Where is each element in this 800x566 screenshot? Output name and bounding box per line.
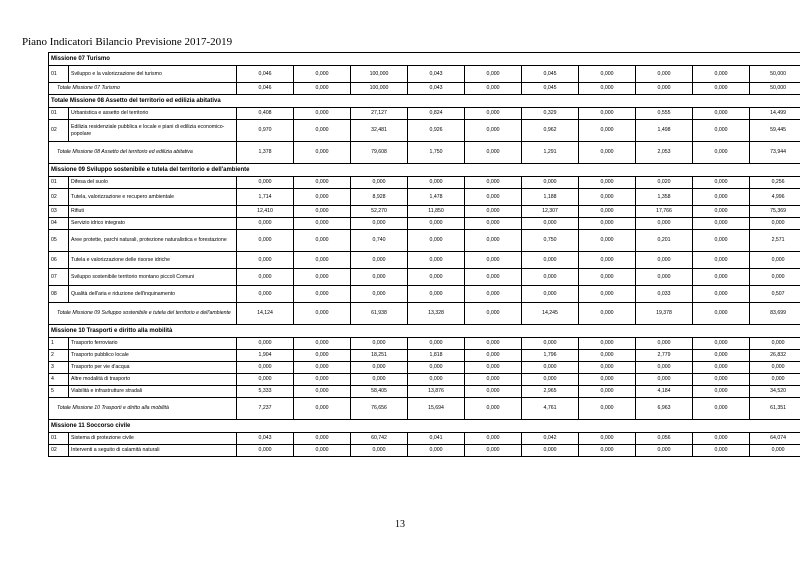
value-cell: 4,184 <box>636 386 693 398</box>
total-value-cell: 0,000 <box>294 142 351 164</box>
total-value-cell: 0,000 <box>294 83 351 95</box>
total-value-cell: 0,000 <box>579 142 636 164</box>
value-cell: 0,000 <box>750 445 800 457</box>
value-cell: 0,000 <box>693 350 750 362</box>
value-cell: 0,000 <box>408 338 465 350</box>
table-row <box>49 177 800 189</box>
value-cell: 75,369 <box>750 206 800 218</box>
row-label: Trasporto pubblico locale <box>69 350 237 362</box>
value-cell: 0,000 <box>522 269 579 286</box>
value-cell: 0,000 <box>408 445 465 457</box>
value-cell: 0,000 <box>351 177 408 189</box>
table-row <box>49 66 800 83</box>
value-cell: 0,000 <box>522 218 579 230</box>
total-value-cell: 19,378 <box>636 303 693 325</box>
value-cell: 52,270 <box>351 206 408 218</box>
value-cell: 0,000 <box>693 177 750 189</box>
value-cell: 0,000 <box>465 108 522 120</box>
row-label: Qualità dell'aria e riduzione dell'inquinamento <box>69 286 237 303</box>
value-cell: 0,000 <box>294 362 351 374</box>
total-value-cell: 1,291 <box>522 142 579 164</box>
value-cell: 0,033 <box>636 286 693 303</box>
row-label: Viabilità e infrastrutture stradali <box>69 386 237 398</box>
value-cell: 1,714 <box>237 189 294 206</box>
row-code: 4 <box>49 374 69 386</box>
table-row <box>49 338 800 350</box>
value-cell: 0,000 <box>237 374 294 386</box>
row-label: Aree protette, parchi naturali, protezione naturalistica e forestazione <box>69 230 237 252</box>
page-number: 13 <box>395 519 405 530</box>
value-cell: 0,000 <box>636 269 693 286</box>
total-value-cell: 0,000 <box>693 83 750 95</box>
indicators-table <box>48 52 800 457</box>
value-cell: 0,000 <box>579 252 636 269</box>
row-label: Servizio idrico integrato <box>69 218 237 230</box>
value-cell: 1,188 <box>522 189 579 206</box>
total-value-cell: 1,750 <box>408 142 465 164</box>
value-cell: 0,000 <box>636 252 693 269</box>
total-value-cell: 73,944 <box>750 142 800 164</box>
value-cell: 0,926 <box>408 120 465 142</box>
value-cell: 0,000 <box>522 374 579 386</box>
table-row <box>49 286 800 303</box>
total-value-cell: 76,656 <box>351 398 408 420</box>
value-cell: 0,000 <box>351 374 408 386</box>
value-cell: 0,000 <box>579 338 636 350</box>
value-cell: 0,000 <box>294 189 351 206</box>
value-cell: 0,000 <box>465 362 522 374</box>
total-value-cell: 0,000 <box>465 142 522 164</box>
value-cell: 0,000 <box>465 269 522 286</box>
value-cell: 0,000 <box>750 374 800 386</box>
value-cell: 0,256 <box>750 177 800 189</box>
table-row <box>49 230 800 252</box>
value-cell: 0,000 <box>465 433 522 445</box>
value-cell: 0,000 <box>465 230 522 252</box>
value-cell: 0,000 <box>294 445 351 457</box>
value-cell: 13,876 <box>408 386 465 398</box>
value-cell: 5,333 <box>237 386 294 398</box>
row-label: Interventi a seguito di calamità naturali <box>69 445 237 457</box>
value-cell: 0,000 <box>579 286 636 303</box>
value-cell: 0,000 <box>579 230 636 252</box>
value-cell: 4,996 <box>750 189 800 206</box>
row-label: Trasporto ferroviario <box>69 338 237 350</box>
total-value-cell: 0,000 <box>294 303 351 325</box>
total-value-cell: 0,000 <box>579 303 636 325</box>
value-cell: 0,000 <box>522 177 579 189</box>
row-label: Altre modalità di trasporto <box>69 374 237 386</box>
total-value-cell: 0,000 <box>636 83 693 95</box>
total-value-cell: 7,237 <box>237 398 294 420</box>
section-title: Missione 07 Turismo <box>49 53 800 66</box>
value-cell: 0,000 <box>294 177 351 189</box>
total-value-cell: 50,000 <box>750 83 800 95</box>
row-code: 01 <box>49 66 69 83</box>
value-cell: 0,000 <box>693 218 750 230</box>
value-cell: 0,000 <box>636 66 693 83</box>
total-value-cell: 0,000 <box>693 303 750 325</box>
total-row <box>49 303 800 325</box>
value-cell: 0,000 <box>294 120 351 142</box>
value-cell: 0,000 <box>294 230 351 252</box>
value-cell: 0,000 <box>693 433 750 445</box>
value-cell: 0,000 <box>750 218 800 230</box>
value-cell: 0,042 <box>522 433 579 445</box>
value-cell: 1,358 <box>636 189 693 206</box>
value-cell: 27,127 <box>351 108 408 120</box>
value-cell: 0,000 <box>351 218 408 230</box>
table-row <box>49 108 800 120</box>
value-cell: 2,571 <box>750 230 800 252</box>
value-cell: 59,445 <box>750 120 800 142</box>
value-cell: 0,962 <box>522 120 579 142</box>
total-label: Totale Missione 07 Turismo <box>49 83 237 95</box>
row-code: 07 <box>49 269 69 286</box>
value-cell: 0,000 <box>408 362 465 374</box>
value-cell: 0,000 <box>579 189 636 206</box>
section-title: Missione 09 Sviluppo sostenibile e tutela del territorio e dell'ambiente <box>49 164 800 177</box>
table-row <box>49 386 800 398</box>
value-cell: 0,041 <box>408 433 465 445</box>
value-cell: 0,000 <box>237 252 294 269</box>
total-value-cell: 14,124 <box>237 303 294 325</box>
row-code: 02 <box>49 189 69 206</box>
value-cell: 2,779 <box>636 350 693 362</box>
value-cell: 0,000 <box>408 286 465 303</box>
value-cell: 0,000 <box>636 338 693 350</box>
total-value-cell: 61,938 <box>351 303 408 325</box>
value-cell: 0,020 <box>636 177 693 189</box>
value-cell: 0,000 <box>579 374 636 386</box>
total-value-cell: 0,000 <box>579 83 636 95</box>
row-code: 3 <box>49 362 69 374</box>
value-cell: 0,000 <box>693 252 750 269</box>
value-cell: 0,045 <box>522 66 579 83</box>
value-cell: 17,766 <box>636 206 693 218</box>
value-cell: 0,000 <box>408 230 465 252</box>
row-code: 02 <box>49 445 69 457</box>
value-cell: 0,000 <box>522 338 579 350</box>
value-cell: 1,818 <box>408 350 465 362</box>
section-title: Missione 11 Soccorso civile <box>49 420 800 433</box>
row-label: Tutela, valorizzazione e recupero ambientale <box>69 189 237 206</box>
value-cell: 0,000 <box>465 120 522 142</box>
value-cell: 26,832 <box>750 350 800 362</box>
value-cell: 0,000 <box>693 269 750 286</box>
document-title: Piano Indicatori Bilancio Previsione 2017-2019 <box>22 36 233 48</box>
value-cell: 0,043 <box>237 433 294 445</box>
value-cell: 34,520 <box>750 386 800 398</box>
table-row <box>49 350 800 362</box>
value-cell: 0,000 <box>294 252 351 269</box>
value-cell: 32,481 <box>351 120 408 142</box>
value-cell: 0,000 <box>636 445 693 457</box>
value-cell: 0,000 <box>579 120 636 142</box>
total-value-cell: 79,608 <box>351 142 408 164</box>
value-cell: 0,000 <box>579 269 636 286</box>
value-cell: 18,251 <box>351 350 408 362</box>
row-label: Sistema di protezione civile <box>69 433 237 445</box>
value-cell: 0,507 <box>750 286 800 303</box>
value-cell: 8,928 <box>351 189 408 206</box>
total-value-cell: 13,328 <box>408 303 465 325</box>
total-value-cell: 1,378 <box>237 142 294 164</box>
value-cell: 0,000 <box>237 286 294 303</box>
value-cell: 0,000 <box>465 66 522 83</box>
value-cell: 12,307 <box>522 206 579 218</box>
section-header-row <box>49 164 800 177</box>
total-value-cell: 0,000 <box>579 398 636 420</box>
table-row <box>49 252 800 269</box>
row-code: 2 <box>49 350 69 362</box>
row-code: 1 <box>49 338 69 350</box>
value-cell: 0,000 <box>693 286 750 303</box>
value-cell: 0,000 <box>237 230 294 252</box>
value-cell: 0,000 <box>465 338 522 350</box>
value-cell: 0,000 <box>465 189 522 206</box>
value-cell: 0,408 <box>237 108 294 120</box>
value-cell: 0,000 <box>750 362 800 374</box>
value-cell: 0,750 <box>522 230 579 252</box>
value-cell: 0,000 <box>408 218 465 230</box>
value-cell: 0,000 <box>693 189 750 206</box>
value-cell: 0,000 <box>294 108 351 120</box>
row-code: 01 <box>49 433 69 445</box>
value-cell: 0,000 <box>465 374 522 386</box>
row-label: Rifiuti <box>69 206 237 218</box>
value-cell: 0,000 <box>693 362 750 374</box>
total-value-cell: 4,761 <box>522 398 579 420</box>
value-cell: 0,000 <box>636 362 693 374</box>
value-cell: 0,000 <box>237 338 294 350</box>
value-cell: 0,000 <box>465 252 522 269</box>
value-cell: 0,000 <box>465 177 522 189</box>
value-cell: 0,000 <box>351 445 408 457</box>
value-cell: 0,000 <box>750 269 800 286</box>
value-cell: 0,000 <box>237 362 294 374</box>
value-cell: 0,000 <box>522 362 579 374</box>
value-cell: 0,000 <box>579 350 636 362</box>
value-cell: 0,555 <box>636 108 693 120</box>
table-row <box>49 362 800 374</box>
row-label: Urbanistica e assetto del territorio <box>69 108 237 120</box>
value-cell: 0,000 <box>351 252 408 269</box>
value-cell: 0,000 <box>693 445 750 457</box>
value-cell: 0,000 <box>579 66 636 83</box>
value-cell: 0,000 <box>294 338 351 350</box>
row-label: Sviluppo sostenibile territorio montano piccoli Comuni <box>69 269 237 286</box>
value-cell: 0,000 <box>294 269 351 286</box>
value-cell: 0,000 <box>237 445 294 457</box>
total-label: Totale Missione 10 Trasporti e diritto alla mobilità <box>49 398 237 420</box>
table-row <box>49 120 800 142</box>
value-cell: 0,000 <box>579 108 636 120</box>
value-cell: 0,046 <box>237 66 294 83</box>
value-cell: 0,000 <box>351 286 408 303</box>
total-label: Totale Missione 09 Sviluppo sostenibile e tutela del territorio e dell'ambiente <box>49 303 237 325</box>
value-cell: 0,000 <box>237 218 294 230</box>
table-row <box>49 374 800 386</box>
row-code: 04 <box>49 218 69 230</box>
row-label: Sviluppo e la valorizzazione del turismo <box>69 66 237 83</box>
total-value-cell: 0,000 <box>294 398 351 420</box>
value-cell: 0,000 <box>408 374 465 386</box>
value-cell: 58,405 <box>351 386 408 398</box>
value-cell: 0,000 <box>522 252 579 269</box>
value-cell: 0,000 <box>465 218 522 230</box>
value-cell: 0,000 <box>693 120 750 142</box>
value-cell: 0,056 <box>636 433 693 445</box>
value-cell: 0,000 <box>465 286 522 303</box>
value-cell: 0,000 <box>693 386 750 398</box>
value-cell: 0,000 <box>750 252 800 269</box>
table-row <box>49 218 800 230</box>
section-header-row <box>49 420 800 433</box>
value-cell: 0,000 <box>465 386 522 398</box>
value-cell: 0,000 <box>579 433 636 445</box>
table-row <box>49 445 800 457</box>
value-cell: 0,000 <box>294 433 351 445</box>
total-value-cell: 0,000 <box>465 83 522 95</box>
value-cell: 0,000 <box>351 338 408 350</box>
total-value-cell: 0,000 <box>465 303 522 325</box>
section-title: Totale Missione 08 Assetto del territorio ed edilizia abitativa <box>49 95 800 108</box>
value-cell: 0,000 <box>750 338 800 350</box>
value-cell: 0,000 <box>408 269 465 286</box>
total-value-cell: 2,053 <box>636 142 693 164</box>
row-label: Trasporto per vie d'acqua <box>69 362 237 374</box>
section-header-row <box>49 53 800 66</box>
row-code: 06 <box>49 252 69 269</box>
value-cell: 0,000 <box>579 177 636 189</box>
value-cell: 0,000 <box>693 338 750 350</box>
total-value-cell: 0,000 <box>465 398 522 420</box>
row-label: Difesa del suolo <box>69 177 237 189</box>
value-cell: 0,000 <box>351 362 408 374</box>
total-value-cell: 0,000 <box>693 398 750 420</box>
value-cell: 0,000 <box>465 350 522 362</box>
total-value-cell: 0,000 <box>693 142 750 164</box>
value-cell: 1,498 <box>636 120 693 142</box>
total-value-cell: 0,045 <box>522 83 579 95</box>
value-cell: 0,000 <box>693 374 750 386</box>
value-cell: 0,329 <box>522 108 579 120</box>
table-row <box>49 206 800 218</box>
row-label: Edilizia residenziale pubblica e locale e piani di edilizia economico-popolare <box>69 120 237 142</box>
value-cell: 0,000 <box>294 374 351 386</box>
row-code: 5 <box>49 386 69 398</box>
value-cell: 1,904 <box>237 350 294 362</box>
total-value-cell: 100,000 <box>351 83 408 95</box>
section-title: Missione 10 Trasporti e diritto alla mobilità <box>49 325 800 338</box>
total-value-cell: 0,043 <box>408 83 465 95</box>
value-cell: 0,000 <box>693 230 750 252</box>
value-cell: 0,000 <box>294 386 351 398</box>
value-cell: 0,000 <box>693 66 750 83</box>
row-code: 03 <box>49 206 69 218</box>
section-header-row <box>49 325 800 338</box>
value-cell: 0,000 <box>579 218 636 230</box>
table-row <box>49 433 800 445</box>
value-cell: 0,000 <box>294 206 351 218</box>
total-value-cell: 61,351 <box>750 398 800 420</box>
value-cell: 0,000 <box>294 218 351 230</box>
total-value-cell: 15,694 <box>408 398 465 420</box>
value-cell: 0,970 <box>237 120 294 142</box>
table-row <box>49 269 800 286</box>
value-cell: 0,000 <box>294 286 351 303</box>
value-cell: 0,000 <box>579 206 636 218</box>
total-row <box>49 142 800 164</box>
value-cell: 2,965 <box>522 386 579 398</box>
total-value-cell: 6,963 <box>636 398 693 420</box>
value-cell: 1,796 <box>522 350 579 362</box>
value-cell: 0,000 <box>636 374 693 386</box>
row-code: 08 <box>49 286 69 303</box>
total-value-cell: 83,699 <box>750 303 800 325</box>
value-cell: 1,478 <box>408 189 465 206</box>
row-code: 01 <box>49 177 69 189</box>
row-code: 01 <box>49 108 69 120</box>
total-value-cell: 14,245 <box>522 303 579 325</box>
value-cell: 0,000 <box>408 252 465 269</box>
value-cell: 0,000 <box>579 386 636 398</box>
row-label: Tutela e valorizzazione delle risorse idriche <box>69 252 237 269</box>
value-cell: 0,000 <box>465 206 522 218</box>
total-row <box>49 398 800 420</box>
value-cell: 60,742 <box>351 433 408 445</box>
value-cell: 0,000 <box>237 177 294 189</box>
value-cell: 0,000 <box>522 445 579 457</box>
row-code: 05 <box>49 230 69 252</box>
total-row <box>49 83 800 95</box>
row-code: 02 <box>49 120 69 142</box>
value-cell: 14,499 <box>750 108 800 120</box>
value-cell: 0,000 <box>693 206 750 218</box>
value-cell: 0,000 <box>294 350 351 362</box>
value-cell: 0,000 <box>465 445 522 457</box>
value-cell: 0,824 <box>408 108 465 120</box>
value-cell: 0,000 <box>579 362 636 374</box>
value-cell: 100,000 <box>351 66 408 83</box>
value-cell: 0,000 <box>408 177 465 189</box>
value-cell: 0,043 <box>408 66 465 83</box>
value-cell: 0,000 <box>351 269 408 286</box>
value-cell: 64,074 <box>750 433 800 445</box>
value-cell: 50,000 <box>750 66 800 83</box>
value-cell: 0,000 <box>522 286 579 303</box>
section-header-row <box>49 95 800 108</box>
total-value-cell: 0,046 <box>237 83 294 95</box>
value-cell: 0,000 <box>237 269 294 286</box>
value-cell: 0,740 <box>351 230 408 252</box>
total-label: Totale Missione 08 Assetto del territorio ed edilizia abitativa <box>49 142 237 164</box>
table-row <box>49 189 800 206</box>
value-cell: 12,410 <box>237 206 294 218</box>
table-body <box>49 53 800 457</box>
value-cell: 0,201 <box>636 230 693 252</box>
value-cell: 11,850 <box>408 206 465 218</box>
value-cell: 0,000 <box>294 66 351 83</box>
value-cell: 0,000 <box>693 108 750 120</box>
value-cell: 0,000 <box>579 445 636 457</box>
value-cell: 0,000 <box>636 218 693 230</box>
